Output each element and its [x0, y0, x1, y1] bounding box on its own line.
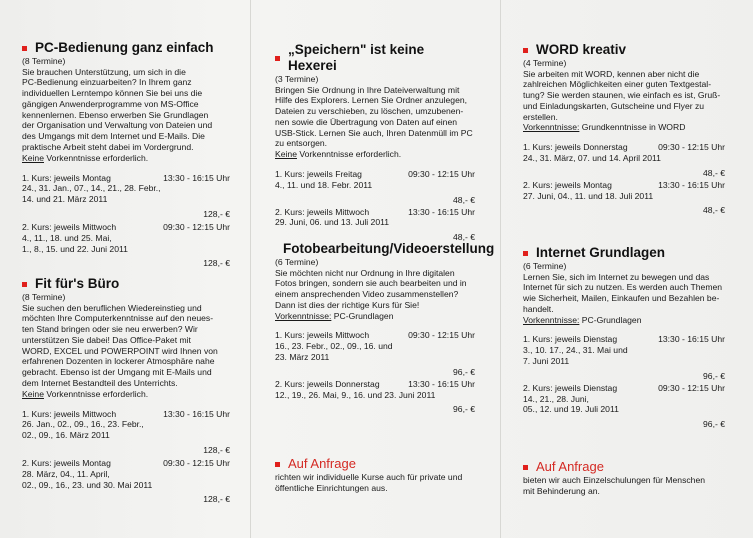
termine-count: (8 Termine): [22, 56, 66, 66]
description: Sie möchten nicht nur Ordnung in Ihre digitalen Fotos bringen, sondern sie auch bearbeiten und in einem ansprechenden Video zusammenstellen? Dann ist dies der richtige Kurs für Sie! Vorkenntnisse: PC-Grundlagen: [275, 267, 467, 321]
price: 128,- €: [203, 494, 230, 505]
description: Sie arbeiten mit WORD, kennen aber nicht die zahlreichen Möglichkeiten einer guten Textgestal- tung? Sie werden staunen, wie einfach es ist, Gruß- und Einladungskarten, Gutscheine und Flyer zu erstellen. Vorkenntnisse: Grundkenntnisse in WORD: [523, 68, 721, 133]
kurs-2: 2. Kurs: jeweils Montag 13:30 - 16:15 Uhr 27. Juni, 04., 11. und 18. Juli 2011 48,- €: [523, 179, 725, 216]
section-auf-anfrage: [275, 456, 475, 494]
price: 96,- €: [703, 419, 725, 430]
kurs-2: 2. Kurs: jeweils Montag 09:30 - 12:15 Uhr 28. März, 04., 11. April, 02., 09., 16., 23. und 30. Mai 2011 128,- €: [22, 458, 230, 505]
bullet-icon: [523, 251, 528, 256]
price: 128,- €: [203, 258, 230, 269]
kurs-1: 1. Kurs: jeweils Montag 13:30 - 16:15 Uhr 24., 31. Jan., 07., 14., 21., 28. Febr., 14. und 21. März 2011 128,- €: [22, 172, 230, 220]
description: Sie brauchen Unterstützung, um sich in die PC-Bedienung einzuarbeiten? In Ihrem ganz individuellen Lerntempo können Sie bei uns die gängigen Anwenderprogramme von MS-Office kennenlernen. Ebenso erwerben Sie Grundlagen der Organisation und Verwaltung von Dateien und des Umgangs mit dem Internet und E-Mails. Die praktische Arbeit steht dabei im Vordergrund. Keine Vorkenntnisse erforderlich.: [22, 66, 213, 163]
price: 48,- €: [453, 194, 475, 205]
section-title: Internet Grundlagen: [523, 245, 725, 261]
price: 96,- €: [453, 366, 475, 377]
bullet-icon: [275, 56, 280, 61]
section-internet-grundlagen: [523, 245, 725, 430]
description: bieten wir auch Einzelschulungen für Menschen mit Behinderung an.: [523, 475, 706, 496]
termine-count: (3 Termine): [275, 74, 319, 84]
price: 96,- €: [703, 370, 725, 381]
section-pc-bedienung: [22, 40, 230, 269]
kurs-2: 2. Kurs: jeweils Mittwoch 09:30 - 12:15 Uhr 4., 11., 18. und 25. Mai, 1., 8., 15. und 22. Juni 2011 128,- €: [22, 222, 230, 269]
termine-count: (6 Termine): [523, 261, 567, 271]
price: 96,- €: [453, 404, 475, 415]
price: 48,- €: [703, 205, 725, 216]
description: Lernen Sie, sich im Internet zu bewegen und das Internet für sich zu nutzen. Es werden auch Themen wie Sicherheit, Mailen, Einkaufen und Bezahlen be- handelt. Vorkenntnisse: PC-Grundlagen: [523, 271, 723, 325]
kurs-2: 2. Kurs: jeweils Dienstag 09:30 - 12:15 Uhr 14., 21., 28. Juni, 05., 12. und 19. Juli 2011 96,- €: [523, 382, 725, 430]
kurs-2: 2. Kurs: jeweils Donnerstag 13:30 - 16:15 Uhr 12., 19., 26. Mai, 9., 16. und 23. Juni 2011 96,- €: [275, 378, 475, 415]
kurs-1: 1. Kurs: jeweils Mittwoch 13:30 - 16:15 Uhr 26. Jan., 02., 09., 16., 23. Febr., 02., 09., 16. März 2011 128,- €: [22, 408, 230, 456]
price: 128,- €: [203, 445, 230, 456]
section-title: Fotobearbeitung/Videoerstellung: [283, 241, 495, 256]
section-auf-anfrage: [523, 459, 725, 497]
section-fotobearbeitung: [275, 241, 495, 415]
section-title: „Speichern" ist keine Hexerei: [275, 42, 475, 74]
description: richten wir individuelle Kurse auch für private und öffentliche Einrichtungen aus.: [275, 472, 463, 493]
section-title: Auf Anfrage: [275, 456, 475, 472]
section-speichern: [275, 42, 475, 243]
price: 48,- €: [703, 167, 725, 178]
termine-count: (6 Termine): [275, 257, 319, 267]
termine-count: (4 Termine): [523, 58, 567, 68]
kurs-1: 1. Kurs: jeweils Dienstag 13:30 - 16:15 Uhr 3., 10. 17., 24., 31. Mai und 7. Juni 2011 96,- €: [523, 334, 725, 381]
kurs-2: 2. Kurs: jeweils Mittwoch 13:30 - 16:15 Uhr 29. Juni, 06. und 13. Juli 2011 48,- €: [275, 206, 475, 243]
fold-line: [250, 0, 251, 538]
description: Sie suchen den beruflichen Wiedereinstieg und möchten Ihre Computerkenntnisse auf den neues- ten Stand bringen oder sie neu erwerben? Wir unterstützen Sie dabei! Das Office-Paket mit WORD, EXCEL und POWERPOINT wird Ihnen von erfahrenen Dozenten in lockerer Atmosphäre nahe gebracht. Ebenso ist der Umgang mit E-Mails und dem Internet Bestandteil des Unterrichts. Keine Vorkenntnisse erforderlich.: [22, 302, 218, 399]
kurs-1: 1. Kurs: jeweils Freitag 09:30 - 12:15 Uhr 4., 11. und 18. Febr. 2011 48,- €: [275, 169, 475, 205]
bullet-icon: [523, 48, 528, 53]
bullet-icon: [22, 282, 27, 287]
section-title: WORD kreativ: [523, 42, 725, 58]
price: 48,- €: [453, 232, 475, 243]
description: Bringen Sie Ordnung in Ihre Dateiverwaltung mit Hilfe des Explorers. Lernen Sie Ordner anzulegen, Dateien zu verschieben, zu löschen, umzubenen- nen sowie die Übertragung von Daten auf einen USB-Stick. Lernen Sie auch, Ihren Datenmüll im PC zu entsorgen. Keine Vorkenntnisse erforderlich.: [275, 84, 473, 160]
section-title: Auf Anfrage: [523, 459, 725, 475]
fold-line: [500, 0, 501, 538]
kurs-1: 1. Kurs: jeweils Donnerstag 09:30 - 12:15 Uhr 24., 31. März, 07. und 14. April 2011 48,- €: [523, 142, 725, 178]
kurs-1: 1. Kurs: jeweils Mittwoch 09:30 - 12:15 Uhr 16., 23. Febr., 02., 09., 16. und 23. März 2011 96,- €: [275, 330, 475, 377]
bullet-icon: [523, 465, 528, 470]
section-title: Fit für's Büro: [22, 276, 230, 292]
bullet-icon: [22, 46, 27, 51]
section-title: PC-Bedienung ganz einfach: [22, 40, 230, 56]
termine-count: (8 Termine): [22, 292, 66, 302]
price: 128,- €: [203, 209, 230, 220]
bullet-icon: [275, 462, 280, 467]
section-fit-fuers-buero: [22, 276, 230, 505]
section-word-kreativ: [523, 42, 725, 216]
